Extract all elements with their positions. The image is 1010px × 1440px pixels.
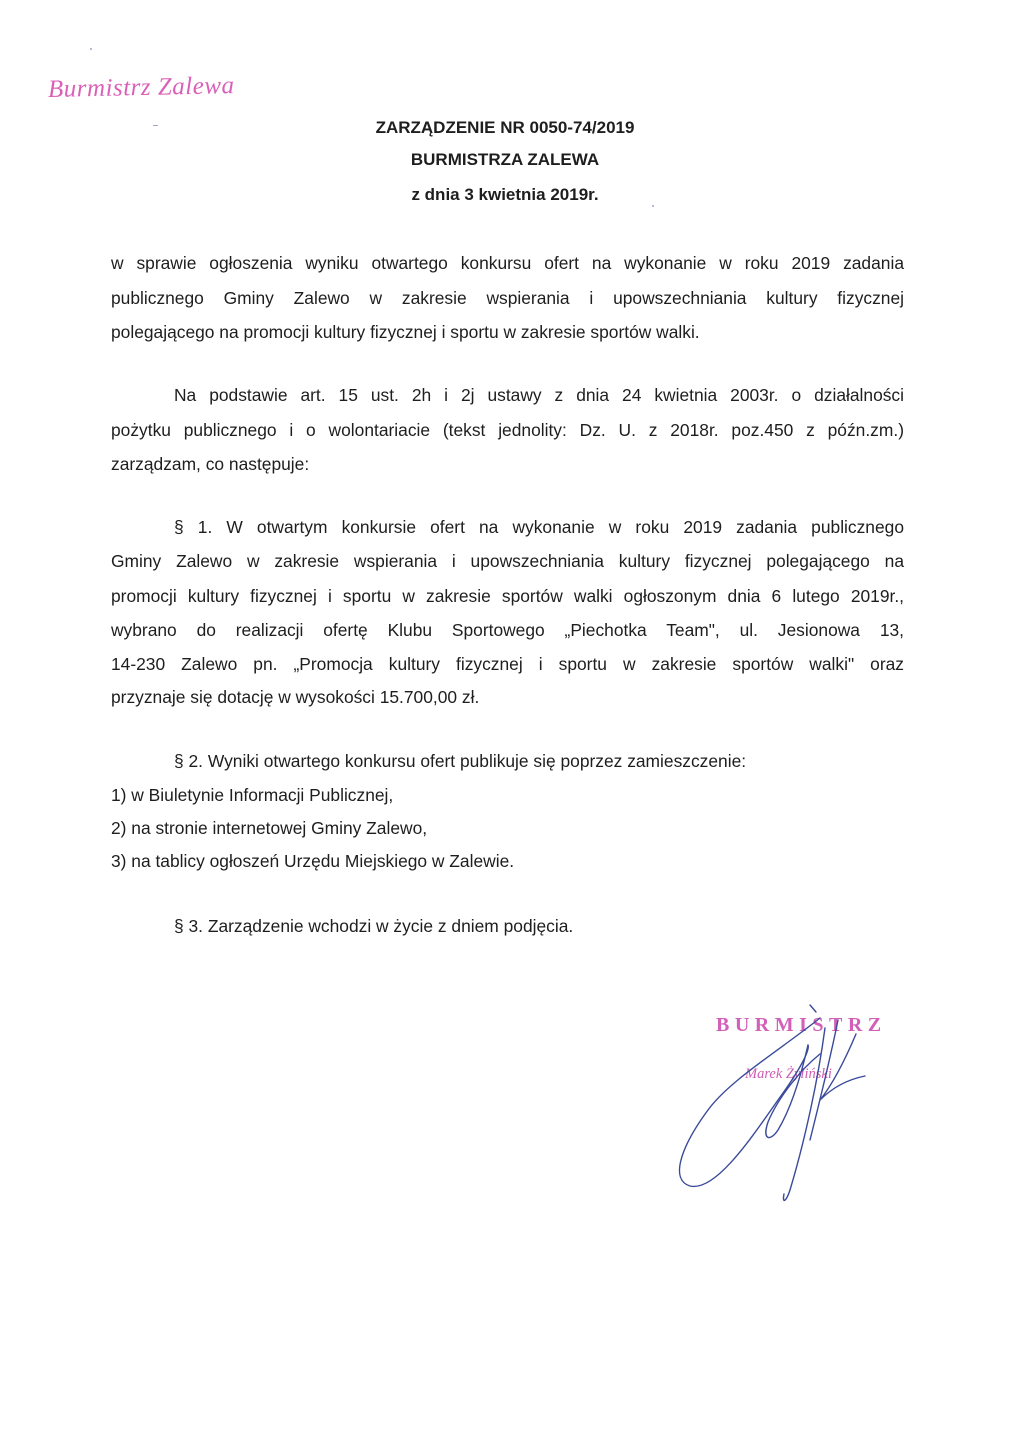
scan-speck [652, 205, 654, 207]
paragraph-3: § 3. Zarządzenie wchodzi w życie z dniem podjęcia. [174, 916, 574, 936]
mayor-stamp-header: Burmistrz Zalewa [47, 72, 235, 103]
par1-line: wybrano do realizacji ofertę Klubu Sportowego „Piechotka Team", ul. Jesionowa 13, [111, 620, 904, 640]
basis-line: pożytku publicznego i o wolontariacie (tekst jednolity: Dz. U. z 2018r. poz.450 z późn.zm.) [111, 420, 904, 440]
ordinance-issuer: BURMISTRZA ZALEWA [410, 150, 600, 169]
basis-line: zarządzam, co następuje: [111, 454, 310, 474]
par1-line: Gminy Zalewo w zakresie wspierania i upowszechniania kultury fizycznej polegającego na [111, 551, 904, 571]
ordinance-date: z dnia 3 kwietnia 2019r. [411, 185, 599, 204]
scan-speck [90, 48, 92, 50]
subject-line: w sprawie ogłoszenia wyniku otwartego konkursu ofert na wykonanie w roku 2019 zadania [111, 253, 904, 273]
handwritten-signature [660, 990, 920, 1220]
scan-speck [153, 125, 158, 126]
signature-stamp-name: Marek Żyliński [745, 1066, 832, 1082]
par1-line: przyznaje się dotację w wysokości 15.700,00 zł. [111, 687, 480, 707]
subject-line: polegającego na promocji kultury fizycznej i sportu w zakresie sportów walki. [111, 322, 700, 342]
list-item: 2) na stronie internetowej Gminy Zalewo, [111, 818, 428, 838]
par1-line: 14-230 Zalewo pn. „Promocja kultury fizycznej i sportu w zakresie sportów walki" oraz [111, 654, 904, 674]
basis-line: Na podstawie art. 15 ust. 2h i 2j ustawy z dnia 24 kwietnia 2003r. o działalności [174, 385, 904, 405]
subject-line: publicznego Gminy Zalewo w zakresie wspierania i upowszechniania kultury fizycznej [111, 288, 904, 308]
par2-intro: § 2. Wyniki otwartego konkursu ofert publikuje się poprzez zamieszczenie: [174, 751, 747, 771]
par1-line: promocji kultury fizycznej i sportu w zakresie sportów walki ogłoszonym dnia 6 lutego 2019r., [111, 586, 904, 606]
list-item: 1) w Biuletynie Informacji Publicznej, [111, 785, 394, 805]
par1-line: § 1. W otwartym konkursie ofert na wykonanie w roku 2019 zadania publicznego [174, 517, 904, 537]
ordinance-number: ZARZĄDZENIE NR 0050-74/2019 [375, 118, 635, 137]
signature-stamp-title: BURMISTRZ [716, 1014, 887, 1036]
list-item: 3) na tablicy ogłoszeń Urzędu Miejskiego w Zalewie. [111, 851, 515, 871]
